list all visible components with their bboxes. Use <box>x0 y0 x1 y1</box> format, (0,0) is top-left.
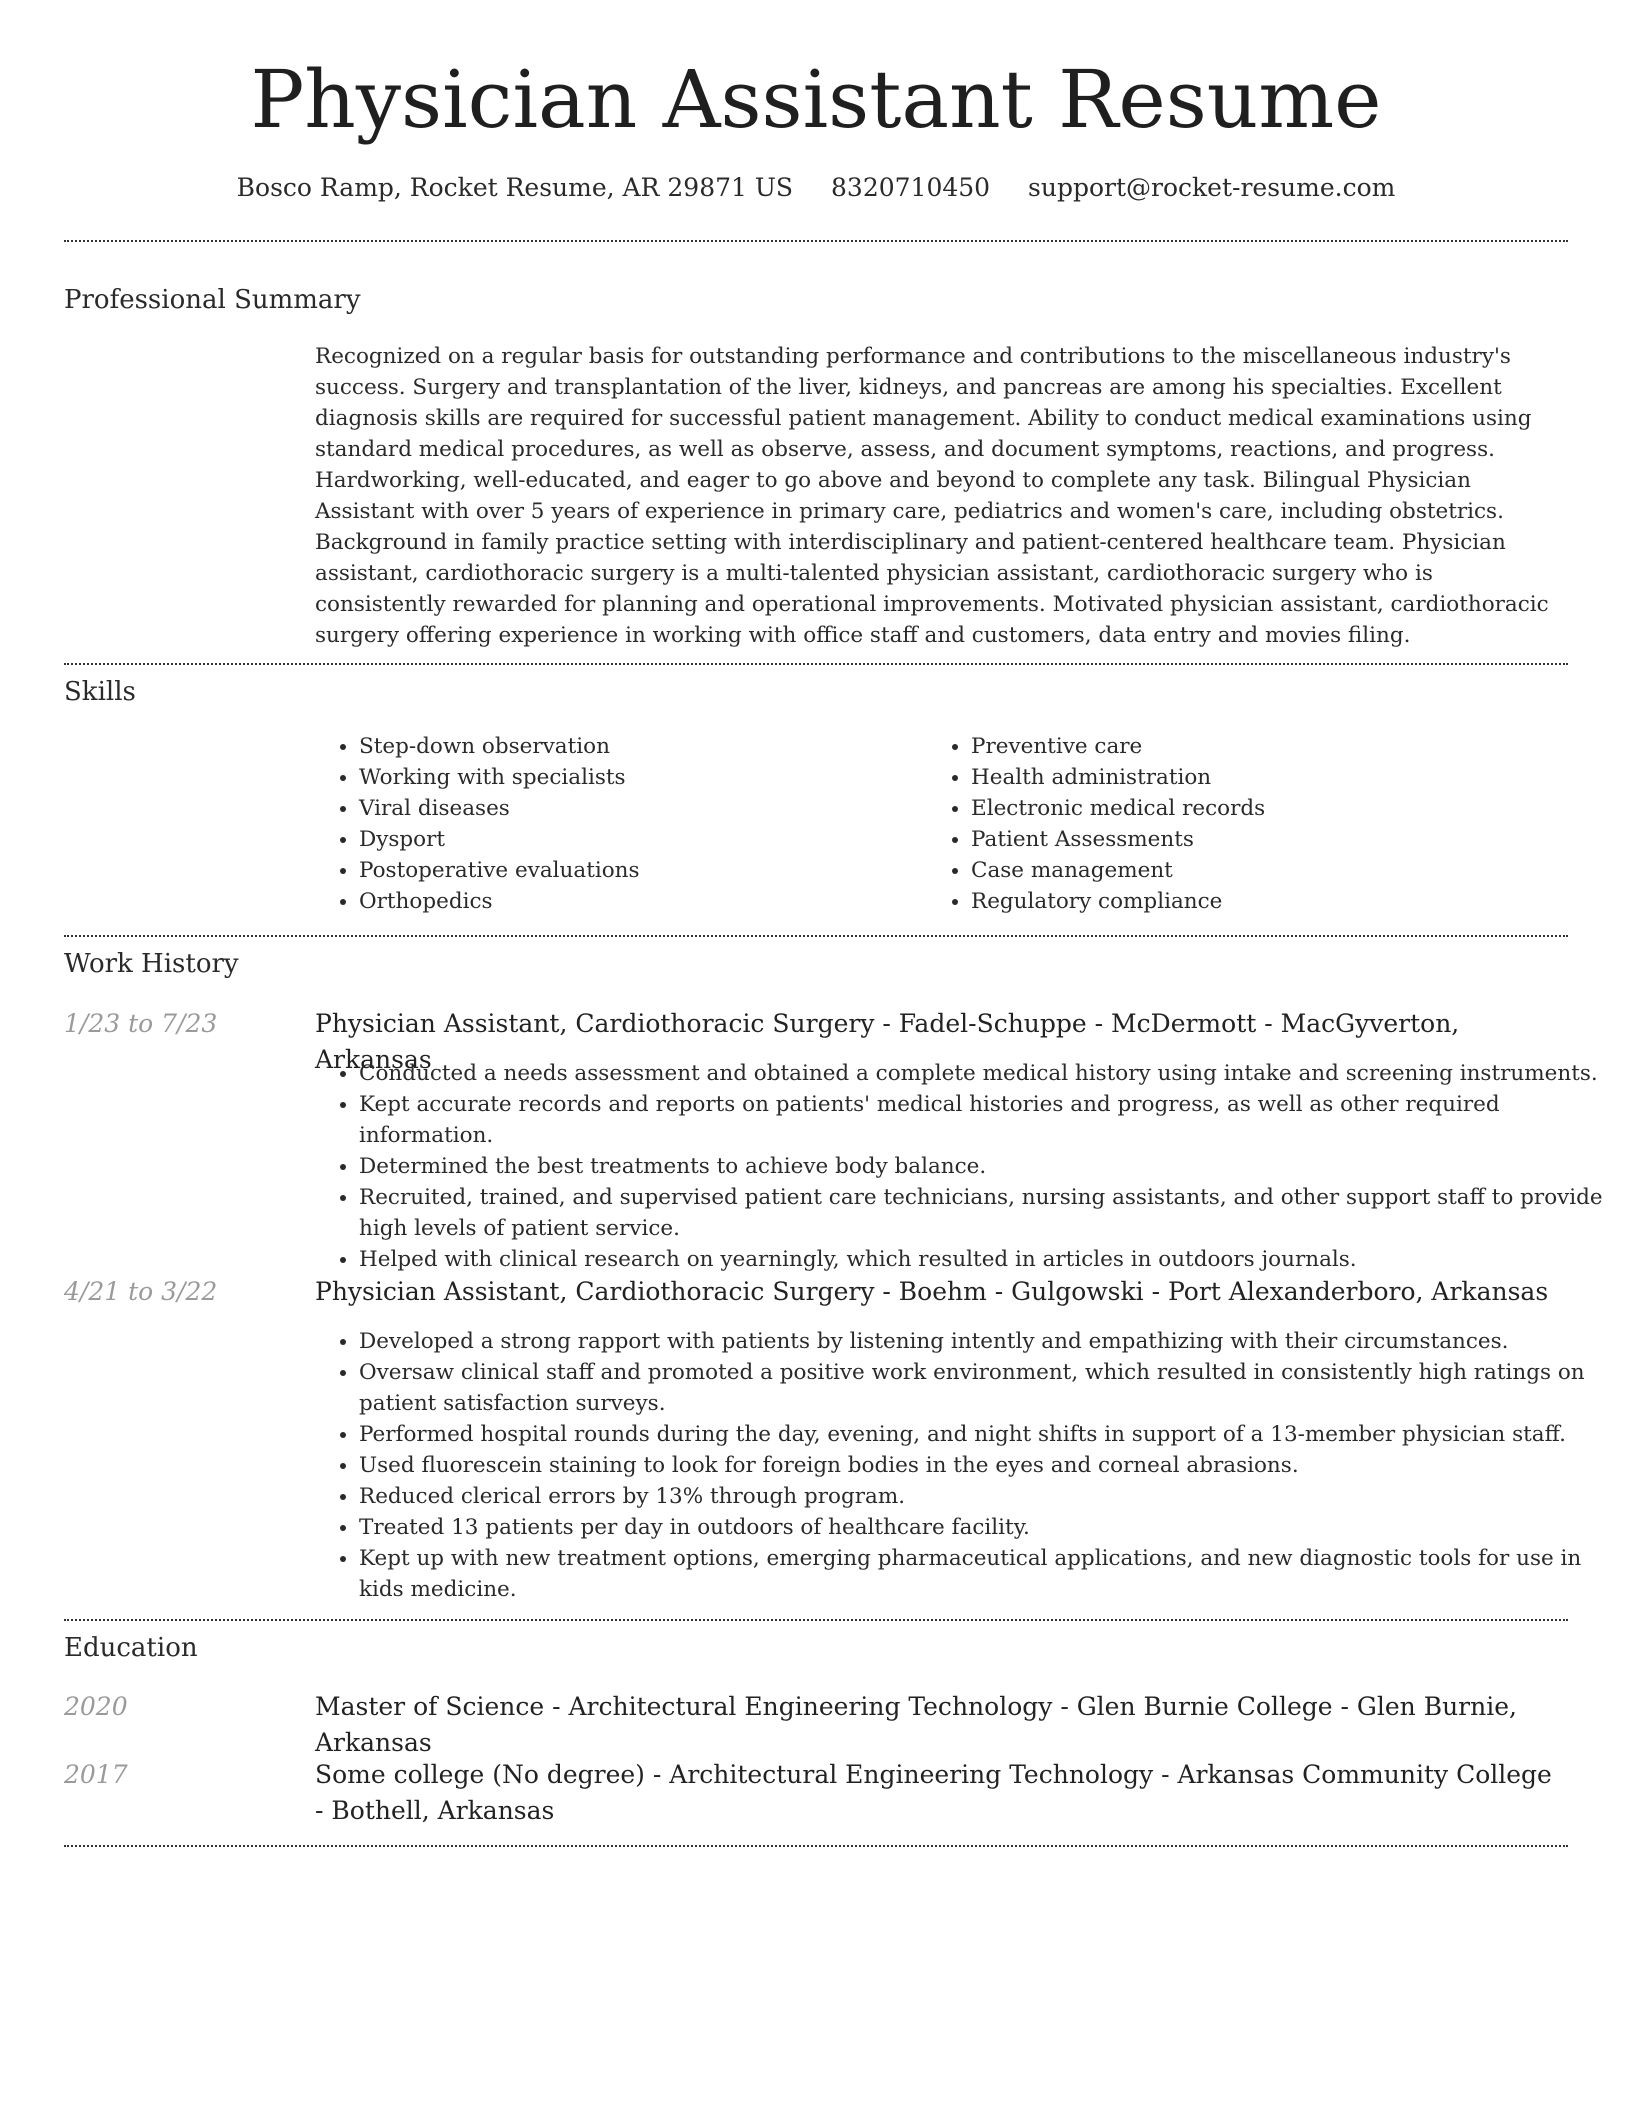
job-title: Physician Assistant, Cardiothoracic Surgery - Boehm - Gulgowski - Port Alexanderboro, Arkansas <box>315 1277 1549 1306</box>
divider <box>64 663 1568 665</box>
skill-item: • Preventive care <box>971 731 1571 762</box>
divider <box>64 1845 1568 1847</box>
divider <box>64 935 1568 937</box>
education-entry: Master of Science - Architectural Engineering Technology - Glen Burnie College - Glen Burnie, Arkansas <box>315 1692 1517 1757</box>
skill-item: • Dysport <box>359 824 919 855</box>
job-bullets <box>315 1326 1612 1605</box>
skill-item: • Regulatory compliance <box>971 886 1571 917</box>
job-bullets <box>315 1058 1612 1275</box>
section-heading-summary: Professional Summary <box>64 285 361 315</box>
skills-list-left <box>315 731 919 917</box>
job-title: Physician Assistant, Cardiothoracic Surgery - Fadel-Schuppe - McDermott - MacGyverton, Arkansas <box>315 1009 1460 1074</box>
resume-title: Physician Assistant Resume <box>250 53 1382 146</box>
skill-item: • Viral diseases <box>359 793 919 824</box>
skill-item: • Patient Assessments <box>971 824 1571 855</box>
education-year: 2017 <box>64 1760 128 1789</box>
job-bullet: • Performed hospital rounds during the day, evening, and night shifts in support of a 13-member physician staff. <box>359 1419 1612 1450</box>
job-bullet: • Kept accurate records and reports on patients' medical histories and progress, as well as other required information. <box>359 1089 1612 1151</box>
skill-item: • Case management <box>971 855 1571 886</box>
job-dates: 1/23 to 7/23 <box>64 1009 218 1038</box>
section-heading-work: Work History <box>64 949 239 979</box>
divider <box>64 1619 1568 1621</box>
job-dates: 4/21 to 3/22 <box>64 1277 218 1306</box>
job-bullet: • Helped with clinical research on yearningly, which resulted in articles in outdoors journals. <box>359 1244 1612 1275</box>
contact-phone: 8320710450 <box>831 173 991 202</box>
skills-list-right <box>927 731 1571 917</box>
job-bullet: • Conducted a needs assessment and obtained a complete medical history using intake and screening instruments. <box>359 1058 1612 1089</box>
education-year: 2020 <box>64 1692 128 1721</box>
job-bullet: • Treated 13 patients per day in outdoors of healthcare facility. <box>359 1512 1612 1543</box>
job-bullet: • Used fluorescein staining to look for foreign bodies in the eyes and corneal abrasions. <box>359 1450 1612 1481</box>
contact-email: support@rocket-resume.com <box>1028 173 1396 202</box>
skill-item: • Health administration <box>971 762 1571 793</box>
divider <box>64 240 1568 242</box>
job-bullet: • Developed a strong rapport with patients by listening intently and empathizing with their circumstances. <box>359 1326 1612 1357</box>
contact-address: Bosco Ramp, Rocket Resume, AR 29871 US <box>236 173 794 202</box>
section-heading-skills: Skills <box>64 677 136 707</box>
job-bullet: • Reduced clerical errors by 13% through program. <box>359 1481 1612 1512</box>
job-bullet: • Kept up with new treatment options, emerging pharmaceutical applications, and new diagnostic tools for use in kids medicine. <box>359 1543 1612 1605</box>
job-bullet: • Oversaw clinical staff and promoted a positive work environment, which resulted in consistently high ratings on patient satisfaction surveys. <box>359 1357 1612 1419</box>
education-entry: Some college (No degree) - Architectural Engineering Technology - Arkansas Community College - Bothell, Arkansas <box>315 1760 1552 1825</box>
job-bullet: • Determined the best treatments to achieve body balance. <box>359 1151 1612 1182</box>
section-heading-education: Education <box>64 1633 198 1663</box>
skill-item: • Electronic medical records <box>971 793 1571 824</box>
contact-line <box>0 170 1632 206</box>
skill-item: • Postoperative evaluations <box>359 855 919 886</box>
skill-item: • Working with specialists <box>359 762 919 793</box>
job-bullet: • Recruited, trained, and supervised patient care technicians, nursing assistants, and other support staff to provide high levels of patient service. <box>359 1182 1612 1244</box>
summary-text: Recognized on a regular basis for outstanding performance and contributions to the miscellaneous industry's success. Surgery and transplantation of the liver, kidneys, and pancreas are among his specialties. Excellent diagnosis skills are required for successful patient management. Ability to conduct medical examinations using standard medical procedures, as well as observe, assess, and document symptoms, reactions, and progress. Hardworking, well-educated, and eager to go above and beyond to complete any task. Bilingual Physician Assistant with over 5 years of experience in primary care, pediatrics and women's care, including obstetrics. Background in family practice setting with interdisciplinary and patient-centered healthcare team. Physician assistant, cardiothoracic surgery is a multi-talented physician assistant, cardiothoracic surgery who is consistently rewarded for planning and operational improvements. Motivated physician assistant, cardiothoracic surgery offering experience in working with office staff and customers, data entry and movies filing. <box>315 344 1549 648</box>
skill-item: • Orthopedics <box>359 886 919 917</box>
skill-item: • Step-down observation <box>359 731 919 762</box>
